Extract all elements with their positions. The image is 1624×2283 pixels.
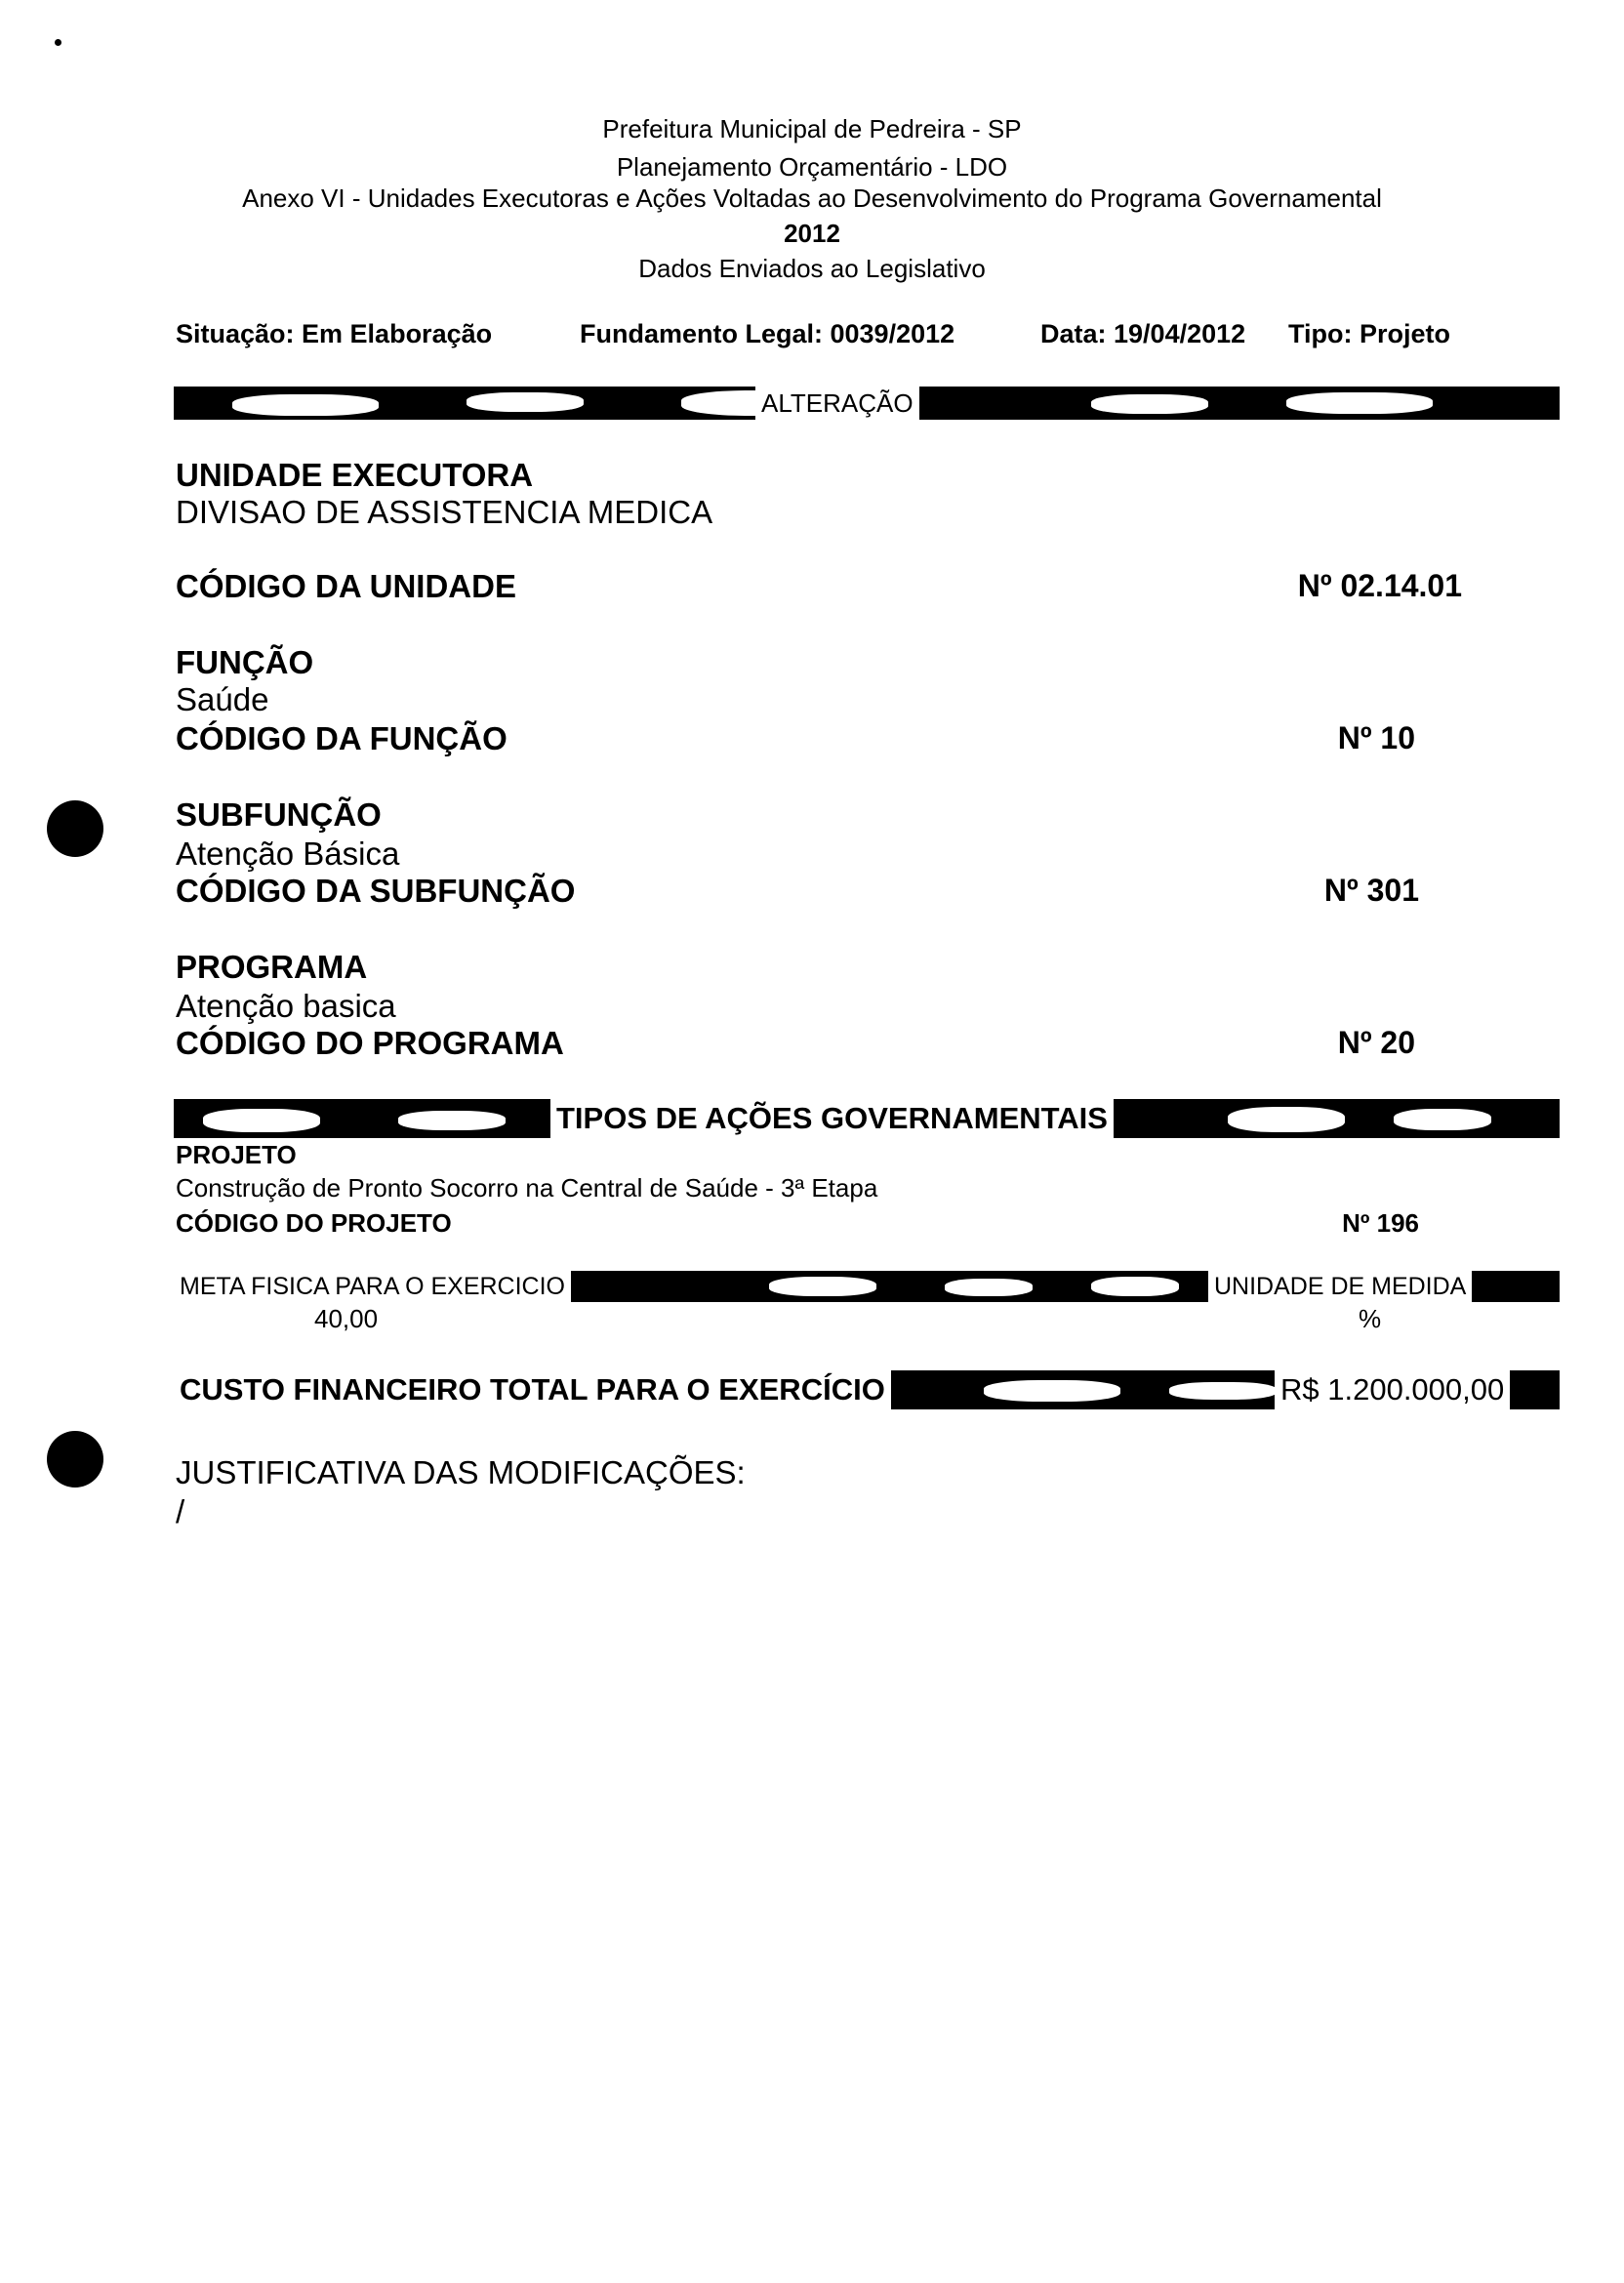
codigo-unidade-label: CÓDIGO DA UNIDADE [176,568,516,604]
punch-hole [47,800,103,857]
codigo-unidade-value: Nº 02.14.01 [1297,568,1462,603]
funcao-value: Saúde [176,681,269,717]
header-line-3: Anexo VI - Unidades Executoras e Ações Voltadas ao Desenvolvimento do Programa Governamental [242,183,1382,213]
programa-label: PROGRAMA [176,949,368,985]
fundamento-legal: Fundamento Legal: 0039/2012 [580,319,955,348]
codigo-projeto-value: Nº 196 [1342,1208,1419,1238]
codigo-projeto-label: CÓDIGO DO PROJETO [176,1208,452,1238]
tipo: Tipo: Projeto [1288,319,1450,348]
custo-financeiro-label: CUSTO FINANCEIRO TOTAL PARA O EXERCÍCIO [174,1370,891,1409]
unidade-value: DIVISAO DE ASSISTENCIA MEDICA [176,494,713,530]
meta-fisica-bar [174,1271,1560,1302]
alteracao-label: ALTERAÇÃO [755,387,919,420]
header-line-1: Prefeitura Municipal de Pedreira - SP [602,114,1022,143]
meta-fisica-label: META FISICA PARA O EXERCICIO [174,1271,571,1302]
unidade-label: UNIDADE EXECUTORA [176,457,534,493]
scan-speck [55,39,61,46]
projeto-label: PROJETO [176,1140,297,1169]
header-year: 2012 [784,219,840,248]
tipos-acoes-bar [174,1099,1560,1138]
unidade-medida-value: % [1359,1304,1382,1333]
justificativa-label: JUSTIFICATIVA DAS MODIFICAÇÕES: [176,1454,746,1490]
situacao: Situação: Em Elaboração [176,319,493,348]
codigo-funcao-label: CÓDIGO DA FUNÇÃO [176,720,508,756]
meta-fisica-value: 40,00 [314,1304,379,1333]
tipos-acoes-label: TIPOS DE AÇÕES GOVERNAMENTAIS [550,1099,1114,1138]
custo-financeiro-value: R$ 1.200.000,00 [1275,1370,1510,1409]
programa-value: Atenção basica [176,988,396,1024]
custo-financeiro-bar [174,1370,1560,1409]
codigo-subfuncao-value: Nº 301 [1323,873,1419,908]
subfuncao-value: Atenção Básica [176,836,400,872]
alteracao-bar [174,387,1560,420]
unidade-medida-label: UNIDADE DE MEDIDA [1208,1271,1472,1302]
codigo-programa-label: CÓDIGO DO PROGRAMA [176,1025,564,1061]
data: Data: 19/04/2012 [1040,319,1246,348]
header-line-2: Planejamento Orçamentário - LDO [616,152,1008,182]
projeto-value: Construção de Pronto Socorro na Central de Saúde - 3ª Etapa [176,1173,878,1203]
codigo-subfuncao-label: CÓDIGO DA SUBFUNÇÃO [176,873,576,909]
header-line-5: Dados Enviados ao Legislativo [638,254,986,283]
subfuncao-label: SUBFUNÇÃO [176,796,382,833]
codigo-programa-value: Nº 20 [1337,1025,1415,1060]
punch-hole [47,1431,103,1488]
funcao-label: FUNÇÃO [176,644,314,680]
justificativa-value: / [176,1493,185,1529]
codigo-funcao-value: Nº 10 [1337,720,1415,755]
